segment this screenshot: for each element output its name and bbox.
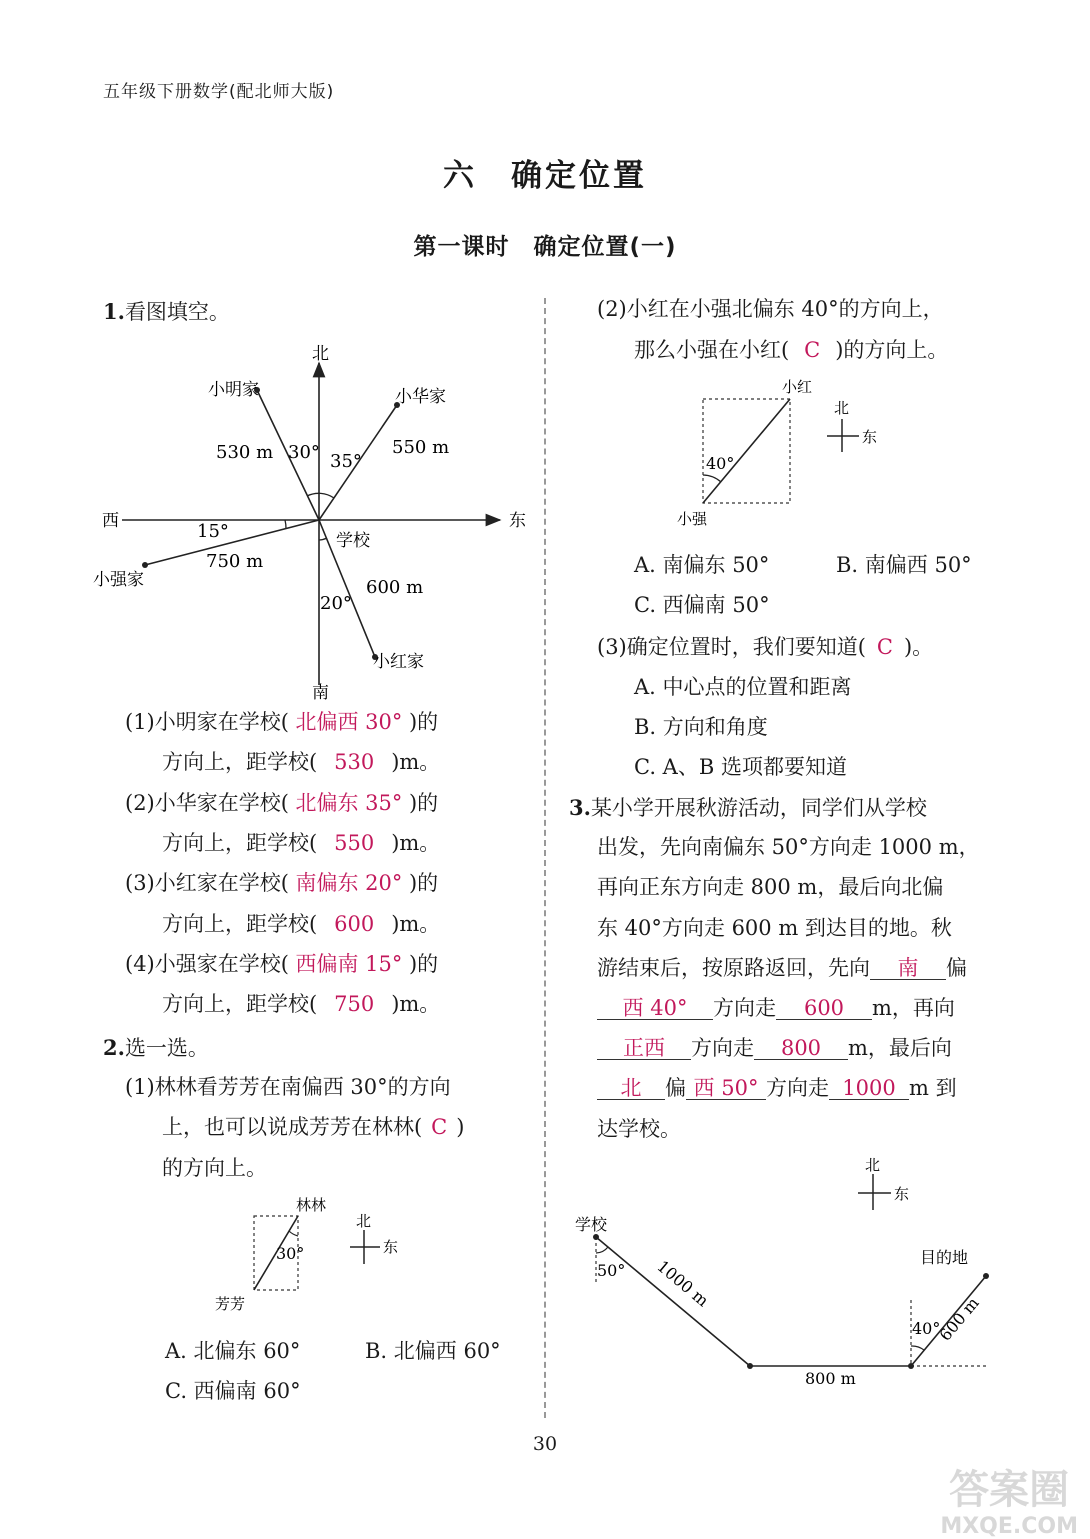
label-fangfang: 芳芳 [215,1295,246,1313]
q3-blank-1[interactable]: 南 [870,958,946,980]
arc-15 [285,520,286,529]
q2-p1-optC: C. 西偏南 60° [165,1379,301,1403]
label-angle-40: 40° [706,454,735,473]
arc-north [307,493,334,498]
label-xiaohua: 小华家 [395,387,446,407]
dot-xiaoqiang [142,562,148,568]
label-east: 东 [509,511,526,531]
dot-turn-2 [908,1363,914,1369]
chapter-title: 六 确定位置 [443,158,647,194]
mini-compass-north: 北 [356,1212,372,1230]
label-destination: 目的地 [920,1248,969,1267]
mini-compass-north: 北 [834,399,850,417]
label-south: 南 [312,683,329,703]
q3-line9: 达学校。 [597,1117,681,1141]
q1-item-2-line1: (2)小华家在学校( 北偏东 35° )的 [125,791,439,815]
label-15: 15° [197,521,229,542]
page-number: 30 [532,1433,558,1455]
q2-p1-line2: 上，也可以说成芳芳在林林( C ) [162,1115,465,1139]
q2-p1-optB: B. 北偏西 60° [365,1339,501,1363]
q2-p3-line1: (3)确定位置时，我们要知道( C )。 [597,635,934,659]
label-35: 35° [330,451,362,472]
mini-compass-east: 东 [862,428,878,446]
label-angle-40: 40° [912,1319,941,1338]
column-divider [544,298,546,1418]
q3-blank-4[interactable]: 正西 [597,1038,691,1060]
label-xiaohong: 小红 [782,378,813,396]
label-550: 550 m [392,437,450,458]
arc-50 [596,1247,608,1253]
q2-p2-line2: 那么小强在小红( C )的方向上。 [634,338,949,362]
route-leg-1000 [596,1237,750,1366]
q1-item-1-line1: (1)小明家在学校( 北偏西 30° )的 [125,710,439,734]
q2-p2-line1: (2)小红在小强北偏东 40°的方向上， [597,297,944,321]
label-xiaoming: 小明家 [208,380,259,400]
label-angle-30: 30° [276,1244,305,1263]
label-angle-50: 50° [597,1261,626,1280]
label-xiaohong: 小红家 [373,652,424,672]
arc-20 [319,538,327,540]
q3-blank-7[interactable]: 西 50° [686,1078,766,1100]
label-20: 20° [320,593,352,614]
q2-p2-optB: B. 南偏西 50° [836,553,972,577]
q2-stem: 2.选一选。 [103,1035,209,1060]
label-linlin: 林林 [296,1196,327,1214]
watermark: 答案圈 MXQE.COM [940,1467,1078,1539]
dot-destination [983,1273,989,1279]
arc-40 [911,1346,924,1350]
label-750: 750 m [206,551,264,572]
q3-line5: 游结束后，按原路返回，先向 南 偏 [597,956,967,980]
q3-blank-2[interactable]: 西 40° [597,998,713,1020]
q2-p1-optA: A. 北偏东 60° [165,1339,301,1363]
q2-p3-optC: C. A、B 选项都要知道 [634,755,847,779]
q1-item-3-line2: 方向上，距学校( 600 )m。 [162,912,441,936]
q1-item-3-line1: (3)小红家在学校( 南偏东 20° )的 [125,871,439,895]
label-800: 800 m [805,1369,856,1388]
arc-40 [703,475,721,482]
label-600: 600 m [935,1293,983,1345]
q1-item-4-line2: 方向上，距学校( 750 )m。 [162,992,441,1016]
q2-p2-figure [670,374,900,534]
label-school: 学校 [336,531,370,551]
q1-item-2-line2: 方向上，距学校( 550 )m。 [162,831,441,855]
lesson-title: 第一课时 确定位置(一) [413,234,677,260]
arc-30 [289,1231,298,1236]
q1-item-1-line2: 方向上，距学校( 530 )m。 [162,750,441,774]
line-xiaoqiang-xiaohong [703,399,790,503]
q3-line6: 西 40° 方向走 600 m，再向 [597,998,955,1020]
q1-stem: 1.看图填空。 [103,299,230,324]
label-530: 530 m [216,442,274,463]
q3-blank-6[interactable]: 北 [597,1078,665,1100]
label-school: 学校 [575,1215,608,1234]
mini-compass-east: 东 [383,1238,399,1256]
q3-line8: 北 偏 西 50° 方向走 1000 m 到 [597,1078,957,1100]
q3-line2: 出发，先向南偏东 50°方向走 1000 m， [597,835,980,859]
dot-school [593,1234,599,1240]
q2-p3-optA: A. 中心点的位置和距离 [634,675,852,699]
q2-p2-optC: C. 西偏南 50° [634,593,770,617]
q3-route-figure [560,1150,1000,1400]
mini-compass-north: 北 [865,1156,881,1174]
book-header: 五年级下册数学(配北师大版) [103,82,335,102]
label-1000: 1000 m [653,1256,713,1311]
q3-line1: 3.某小学开展秋游活动，同学们从学校 [569,795,927,820]
q2-p1-line3: 的方向上。 [162,1156,267,1180]
q1-compass-diagram [90,335,540,705]
q3-line7: 正西 方向走 800 m，最后向 [597,1038,952,1060]
q2-p1-line1: (1)林林看芳芳在南偏西 30°的方向 [125,1075,451,1099]
q1-item-4-line1: (4)小强家在学校( 西偏南 15° )的 [125,952,439,976]
q3-line4: 东 40°方向走 600 m 到达目的地。秋 [597,916,952,940]
q2-p1-figure [210,1192,420,1320]
label-600: 600 m [366,577,424,598]
label-30: 30° [288,442,320,463]
q3-blank-5[interactable]: 800 [754,1038,848,1060]
q2-p2-optA: A. 南偏东 50° [634,553,770,577]
q2-p3-optB: B. 方向和角度 [634,715,768,739]
label-west: 西 [102,511,119,531]
q3-line3: 再向正东方向走 800 m，最后向北偏 [597,875,944,899]
dot-turn-1 [747,1363,753,1369]
label-north: 北 [312,344,329,364]
label-xiaoqiang: 小强 [677,510,708,528]
q3-blank-8[interactable]: 1000 [829,1078,909,1100]
label-xiaoqiang: 小强家 [93,570,144,590]
mini-compass-east: 东 [894,1185,910,1203]
q3-blank-3[interactable]: 600 [776,998,872,1020]
